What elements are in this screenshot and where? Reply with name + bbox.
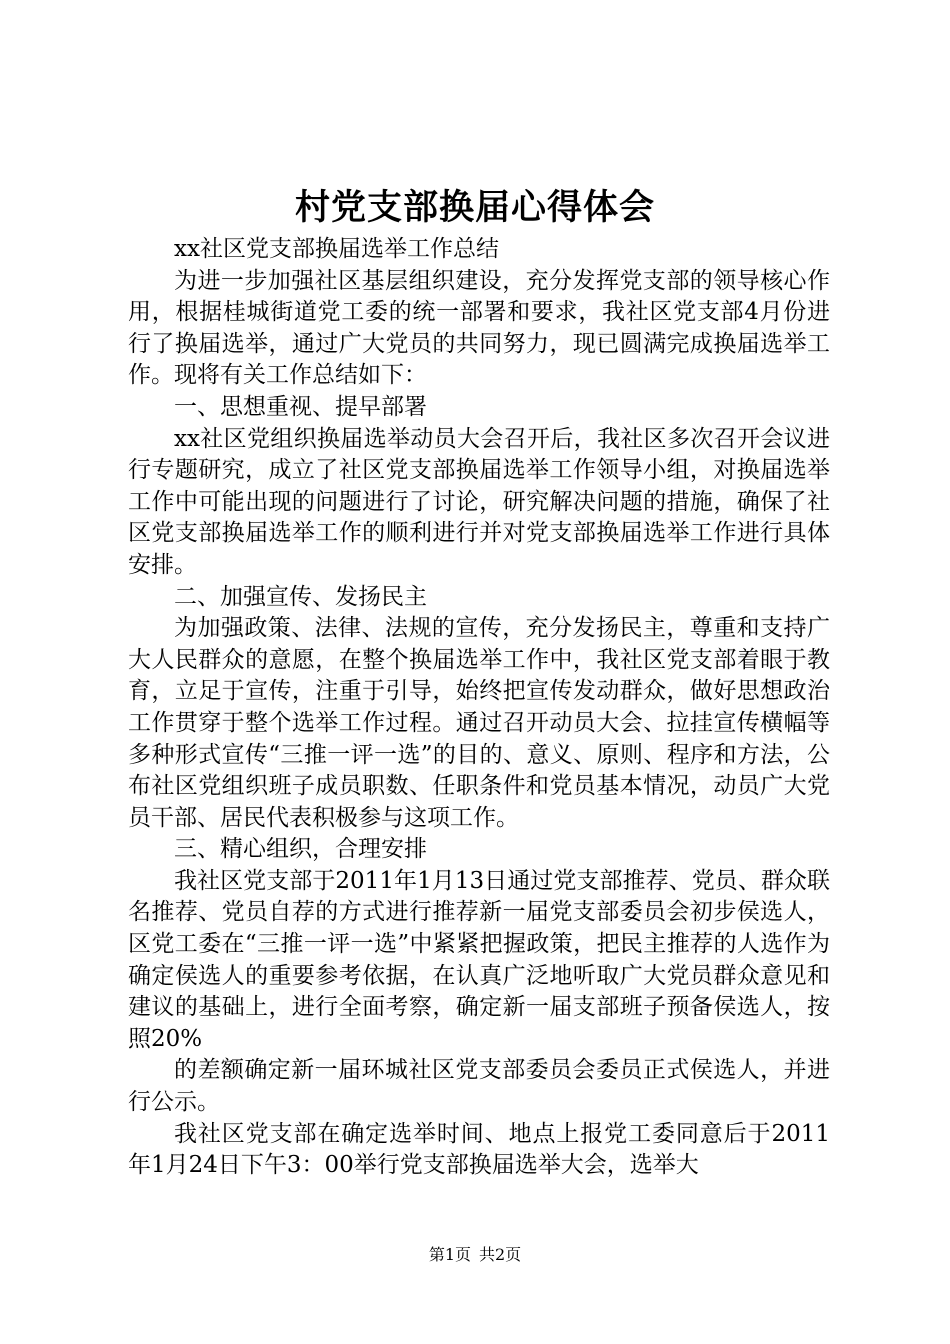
section-heading-1: 一、思想重视、提早部署 [174, 393, 427, 420]
section-2-paragraph: 为加强政策、法律、法规的宣传，充分发扬民主，尊重和支持广大人民群众的意愿，在整个换届选举工作中，我社区党支部着眼于教育，立足于宣传，注重于引导，始终把宣传发动群众，做好思想政治工作贯穿于整个选举工作过程。通过召开动员大会、拉挂宣传横幅等多种形式宣传“三推一评一选”的目的、意义、原则、程序和方法，公布社区党组织班子成员职数、任职条件和党员基本情况，动员广大党员干部、居民代表积极参与这项工作。 [128, 615, 830, 831]
intro-paragraph: 为进一步加强社区基层组织建设，充分发挥党支部的领导核心作用，根据桂城街道党工委的统一部署和要求，我社区党支部4月份进行了换届选举，通过广大党员的共同努力，现已圆满完成换届选举工作。现将有关工作总结如下： [128, 267, 830, 389]
page-number: 第1页 [428, 1245, 471, 1264]
document-title: 村党支部换届心得体会 [294, 187, 655, 228]
page-total: 共2页 [479, 1245, 522, 1264]
section-3-continuation: 的差额确定新一届环城社区党支部委员会委员正式侯选人，并进行公示。 [128, 1057, 830, 1116]
section-heading-3: 三、精心组织，合理安排 [174, 836, 427, 863]
section-3-paragraph: 我社区党支部于2011年1月13日通过党支部推荐、党员、群众联名推荐、党员自荐的方式进行推荐新一届党支部委员会初步侯选人，区党工委在“三推一评一选”中紧紧把握政策，把民主推荐的人选作为确定侯选人的重要参考依据，在认真广泛地听取广大党员群众意见和建议的基础上，进行全面考察，确定新一届支部班子预备侯选人，按照20% [128, 867, 830, 1052]
election-paragraph: 我社区党支部在确定选举时间、地点上报党工委同意后于2011年1月24日下午3：00举行党支部换届选举大会，选举大 [128, 1120, 830, 1179]
document-body [128, 234, 830, 1182]
subtitle-paragraph: xx社区党支部换届选举工作总结 [174, 236, 499, 262]
section-1-paragraph: xx社区党组织换届选举动员大会召开后，我社区多次召开会议进行专题研究，成立了社区党支部换届选举工作领导小组，对换届选举工作中可能出现的问题进行了讨论，研究解决问题的措施，确保了社区党支部换届选举工作的顺利进行并对党支部换届选举工作进行具体安排。 [128, 425, 830, 578]
page-footer [0, 1244, 950, 1266]
section-heading-2: 二、加强宣传、发扬民主 [174, 583, 427, 610]
